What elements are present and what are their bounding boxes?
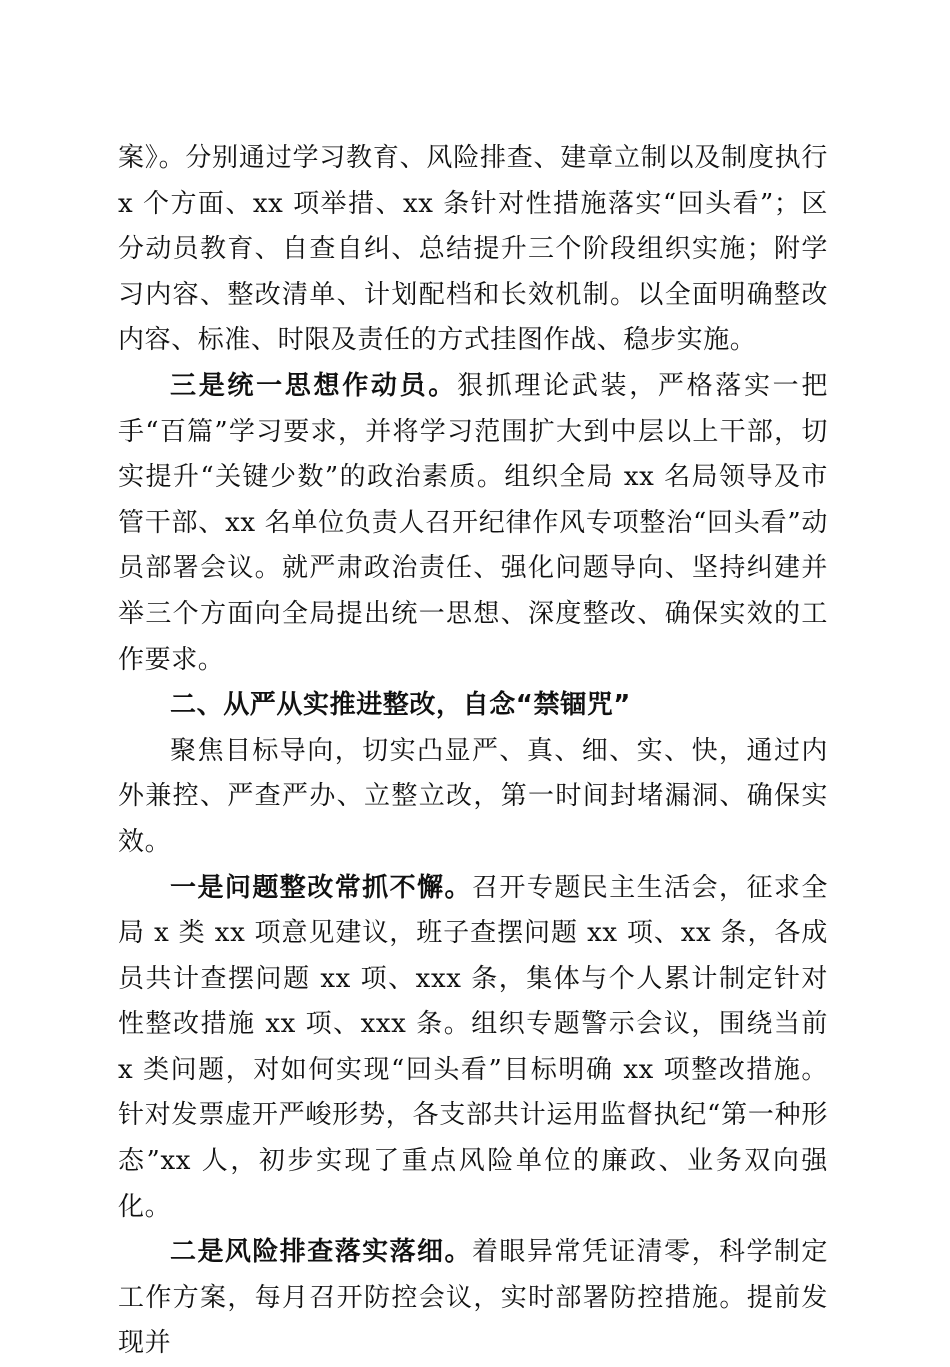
paragraph-text: 狠抓理论武装，严格落实一把手“百篇”学习要求，并将学习范围扩大到中层以上干部，切实提升“关键少数”的政治素质。组织全局 xx 名局领导及市管干部、xx 名单位负责人召开纪律作风专项整治“回头看”动员部署会议。就严肃政治责任、强化问题导向、坚持纠建并举三个方面向全局提出统一思想、深度整改、确保实效的工作要求。 [118,370,828,675]
paragraph-lead: 三是统一思想作动员。 [170,370,457,401]
paragraph-lead: 一是问题整改常抓不懈。 [170,872,472,903]
paragraph-text: 聚焦目标导向，切实凸显严、真、细、实、快，通过内外兼控、严查严办、立整立改，第一时间封堵漏洞、确保实效。 [118,735,828,857]
paragraph-continued [118,136,828,364]
paragraph-section-intro [118,729,828,866]
section-heading-2: 二、从严从实推进整改，自念“禁锢咒” [170,690,631,721]
paragraph-lead: 二是风险排查落实落细。 [170,1237,472,1268]
paragraph-problem-rectification [118,866,828,1231]
paragraph-risk-screening [118,1230,828,1367]
paragraph-text: 召开专题民主生活会，征求全局 x 类 xx 项意见建议，班子查摆问题 xx 项、xx 条，各成员共计查摆问题 xx 项、xxx 条，集体与个人累计制定针对性整改措施 xx 项、xxx 条。组织专题警示会议，围绕当前 x 类问题，对如何实现“回头看”目标明确 xx 项整改措施。针对发票虚开严峻形势，各支部共计运用监督执纪“第一种形态”xx 人，初步实现了重点风险单位的廉政、业务双向强化。 [118,872,828,1222]
document-page [118,136,828,1367]
paragraph-text: 着眼异常凭证清零，科学制定工作方案，每月召开防控会议，实时部署防控措施。提前发现并 [118,1237,828,1359]
paragraph-unify-thinking [118,364,828,683]
paragraph-text: 案》。分别通过学习教育、风险排查、建章立制以及制度执行 x 个方面、xx 项举措、xx 条针对性措施落实“回头看”；区分动员教育、自查自纠、总结提升三个阶段组织实施；附学习内容、整改清单、计划配档和长效机制。以全面明确整改内容、标准、时限及责任的方式挂图作战、稳步实施。 [118,143,828,356]
